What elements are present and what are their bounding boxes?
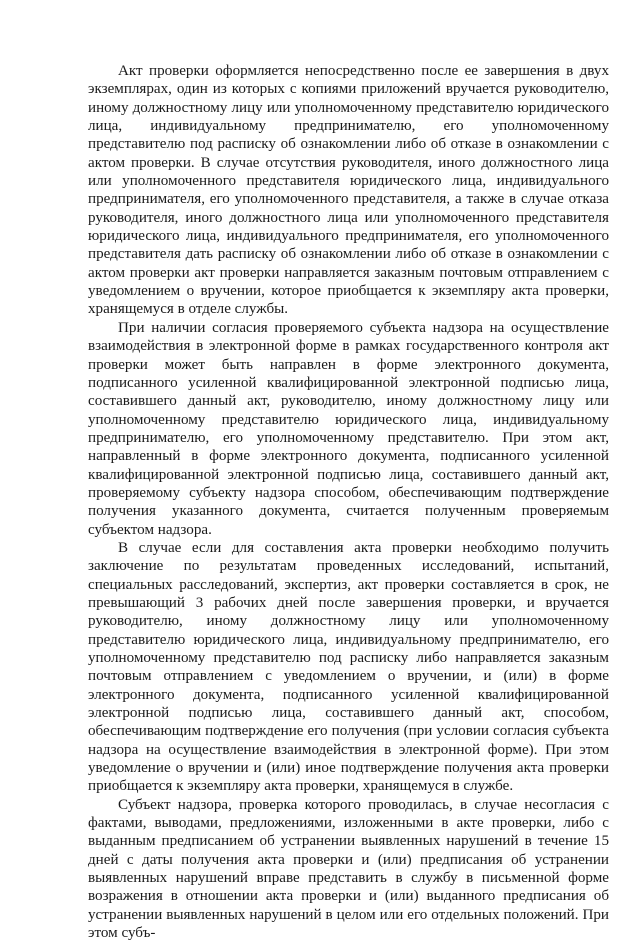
paragraph-act-execution: Акт проверки оформляется непосредственно после ее завершения в двух экземплярах, один из которых с копиями приложений вручается руководителю, иному должностному лицу или уполномоченному представителю юридического лица, индивидуальному предпринимателю, его уполномоченному представителю под расписку об ознакомлении либо об отказе в ознакомлении с актом проверки. В случае отсутствия руководителя, иного должностного лица или уполномоченного представителя юридического лица, индивидуального предпринимателя, его уполномоченного представителя, а также в случае отказа руководителя, иного должностного лица или уполномоченного представителя юридического лица, индивидуального предпринимателя, его уполномоченного представителя дать расписку об ознакомлении либо об отказе в ознакомлении с актом проверки акт проверки направляется заказным почтовым отправлением с уведомлением о вручении, которое приобщается к экземпляру акта проверки, хранящемуся в отделе службы.	[88, 63, 609, 318]
paragraph-expert-conclusion: В случае если для составления акта проверки необходимо получить заключение по результатам проведенных исследований, испытаний, специальных расследований, экспертиз, акт проверки составляется в срок, не превышающий 3 рабочих дней после завершения проверки, и вручается руководителю, иному должностному лицу или уполномоченному представителю юридического лица, индивидуальному предпринимателю, его уполномоченному представителю под расписку либо направляется заказным почтовым отправлением с уведомлением о вручении, и (или) в форме электронного документа, подписанного усиленной квалифицированной электронной подписью лица, составившего данный акт, способом, обеспечивающим подтверждение его получения (при условии согласия субъекта надзора на осуществление взаимодействия в электронной форме). При этом уведомление о вручении и (или) иное подтверждение получения акта проверки приобщается к экземпляру акта проверки, хранящемуся в службе.	[88, 539, 609, 795]
paragraph-electronic-form: При наличии согласия проверяемого субъекта надзора на осуществление взаимодействия в электронной форме в рамках государственного контроля акт проверки может быть направлен в форме электронного документа, подписанного усиленной квалифицированной электронной подписью лица, составившего данный акт, руководителю, иному должностному лицу или уполномоченному представителю юридического лица, индивидуальному предпринимателю, его уполномоченному представителю. При этом акт, направленный в форме электронного документа, подписанного усиленной квалифицированной электронной подписью лица, составившего данный акт, проверяемому субъекту надзора способом, обеспечивающим подтверждение получения указанного документа, считается полученным проверяемым субъектом надзора.	[88, 319, 609, 538]
paragraph-objections: Субъект надзора, проверка которого проводилась, в случае несогласия с фактами, выводами, предложениями, изложенными в акте проверки, либо с выданным предписанием об устранении выявленных нарушений в течение 15 дней с даты получения акта проверки и (или) предписания об устранении выявленных нарушений вправе представить в службу в письменной форме возражения в отношении акта проверки и (или) выданного предписания об устранении выявленных нарушений в целом или его отдельных положений. При этом субъ-	[88, 796, 609, 942]
